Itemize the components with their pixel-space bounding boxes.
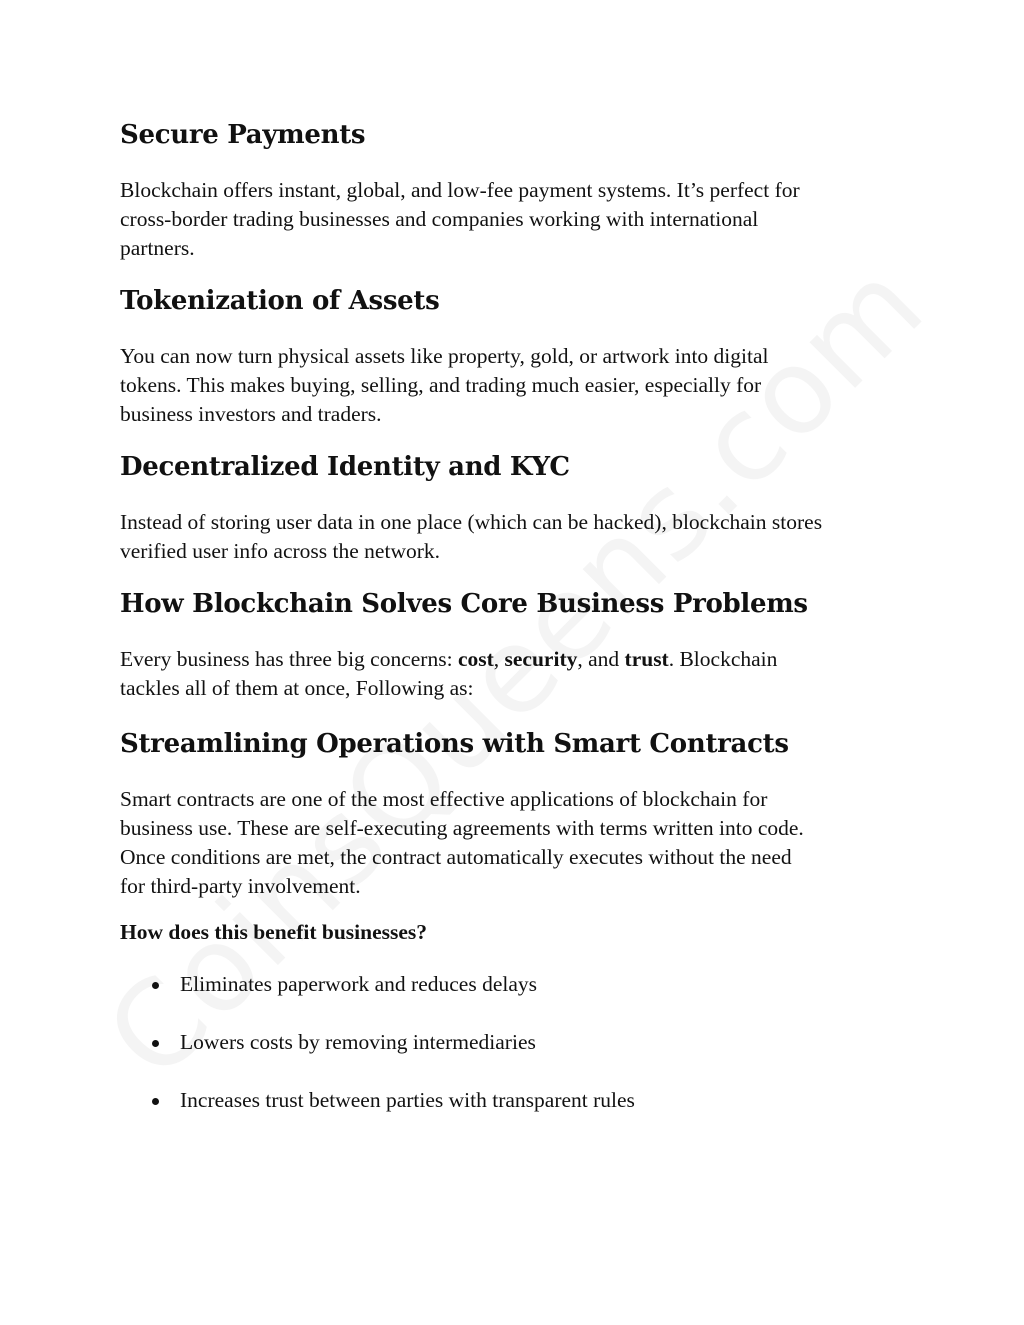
text-line: tokens. This makes buying, selling, and trading much easier, especially for	[120, 373, 762, 397]
bold-security: security	[504, 647, 578, 671]
list-item-text: Lowers costs by removing intermediaries	[180, 1030, 536, 1054]
text-line: business investors and traders.	[120, 402, 382, 426]
bullet-icon	[152, 1040, 159, 1047]
bold-cost: cost	[457, 647, 494, 671]
text-line: partners.	[120, 236, 195, 260]
text-line: Instead of storing user data in one place (which can be hacked), blockchain stores	[120, 510, 823, 534]
text-line: You can now turn physical assets like property, gold, or artwork into digital	[120, 344, 769, 368]
subheading-benefits: How does this benefit businesses?	[120, 920, 428, 944]
heading-tokenization: Tokenization of Assets	[120, 286, 440, 316]
paragraph-tokenization	[120, 342, 769, 429]
paragraph-decentralized-identity	[120, 508, 822, 566]
text-line: business use. These are self-executing agreements with terms written into code.	[120, 816, 804, 840]
text-line: for third-party involvement.	[120, 874, 361, 898]
bullet-icon	[152, 1098, 159, 1105]
text-line: Once conditions are met, the contract automatically executes without the need	[120, 845, 792, 869]
heading-smart-contracts: Streamlining Operations with Smart Contracts	[120, 729, 789, 759]
list-item	[120, 1028, 635, 1086]
heading-core-problems: How Blockchain Solves Core Business Problems	[120, 589, 808, 619]
list-item	[120, 970, 635, 1028]
paragraph-core-problems	[120, 645, 777, 703]
text-line: Blockchain offers instant, global, and low-fee payment systems. It’s perfect for	[120, 178, 800, 202]
benefits-list	[120, 970, 635, 1144]
list-item-text: Eliminates paperwork and reduces delays	[180, 972, 538, 996]
heading-secure-payments: Secure Payments	[120, 120, 366, 150]
text-line: verified user info across the network.	[120, 539, 441, 563]
text-run: . Blockchain	[668, 647, 778, 671]
paragraph-secure-payments	[120, 176, 800, 263]
list-item-text: Increases trust between parties with transparent rules	[180, 1088, 635, 1112]
text-run: Every business has three big concerns:	[120, 647, 458, 671]
bold-trust: trust	[624, 647, 669, 671]
heading-decentralized-identity: Decentralized Identity and KYC	[120, 452, 570, 482]
text-line: Smart contracts are one of the most effective applications of blockchain for	[120, 787, 768, 811]
text-line: tackles all of them at once, Following as:	[120, 676, 474, 700]
paragraph-smart-contracts	[120, 785, 804, 901]
bullet-icon	[152, 982, 159, 989]
text-run: ,	[493, 647, 505, 671]
list-item	[120, 1086, 635, 1144]
text-line: cross-border trading businesses and companies working with international	[120, 207, 759, 231]
text-run: , and	[577, 647, 625, 671]
